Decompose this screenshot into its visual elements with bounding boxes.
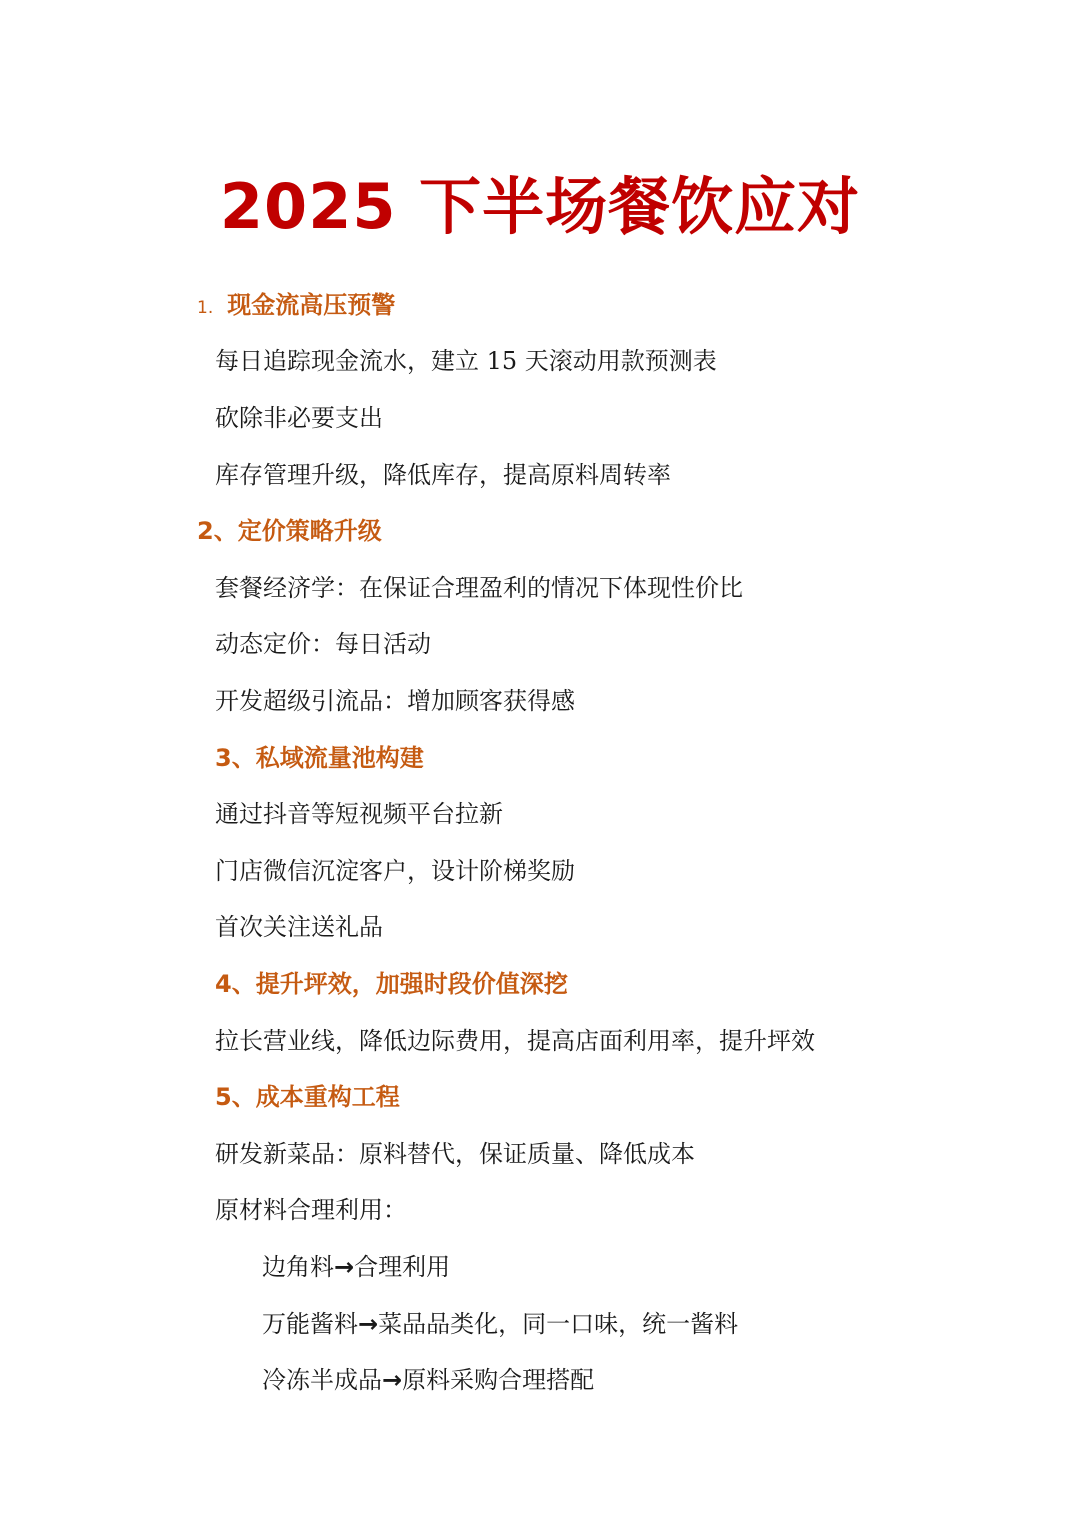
section-heading-2: [197, 514, 382, 548]
list-item: 首次关注送礼品: [215, 913, 383, 941]
section-number: 3、: [215, 744, 256, 772]
list-item: 库存管理升级，降低库存，提高原料周转率: [215, 461, 671, 489]
section-title: 私域流量池构建: [255, 743, 424, 772]
section-title: 提升坪效，加强时段价值深挖: [255, 969, 568, 998]
section-number: 5、: [215, 1083, 256, 1111]
list-item: 拉长营业线，降低边际费用，提高店面利用率，提升坪效: [215, 1027, 815, 1055]
list-item: 通过抖音等短视频平台拉新: [215, 800, 503, 828]
sub-list-item: 边角料→合理利用: [262, 1253, 451, 1281]
list-item: 套餐经济学：在保证合理盈利的情况下体现性价比: [215, 574, 743, 602]
section-number: 1.: [197, 298, 214, 318]
list-item: 研发新菜品：原料替代，保证质量、降低成本: [215, 1140, 695, 1168]
section-title: 现金流高压预警: [227, 290, 396, 319]
arrow-right-icon: →: [334, 1253, 355, 1281]
page-title: 2025 下半场餐饮应对: [219, 170, 861, 243]
list-item: 开发超级引流品：增加顾客获得感: [215, 687, 575, 715]
sub-list-item: 冷冻半成品→原料采购合理搭配: [262, 1366, 595, 1394]
section-heading-5: [215, 1080, 400, 1114]
list-item: 原材料合理利用：: [215, 1196, 407, 1224]
section-title: 成本重构工程: [255, 1082, 400, 1111]
section-number: 4、: [215, 970, 256, 998]
list-item: 每日追踪现金流水，建立 15 天滚动用款预测表: [215, 347, 717, 375]
section-heading-3: [215, 741, 424, 775]
section-heading-1: [197, 288, 395, 325]
section-number: 2、: [197, 517, 238, 545]
arrow-right-icon: →: [382, 1366, 403, 1394]
section-title: 定价策略升级: [237, 516, 382, 545]
section-heading-4: [215, 967, 568, 1001]
list-item: 砍除非必要支出: [215, 404, 383, 432]
list-item: 动态定价：每日活动: [215, 630, 431, 658]
sub-list-item: 万能酱料→菜品品类化，同一口味，统一酱料: [262, 1310, 739, 1338]
arrow-right-icon: →: [358, 1310, 379, 1338]
list-item: 门店微信沉淀客户，设计阶梯奖励: [215, 857, 575, 885]
